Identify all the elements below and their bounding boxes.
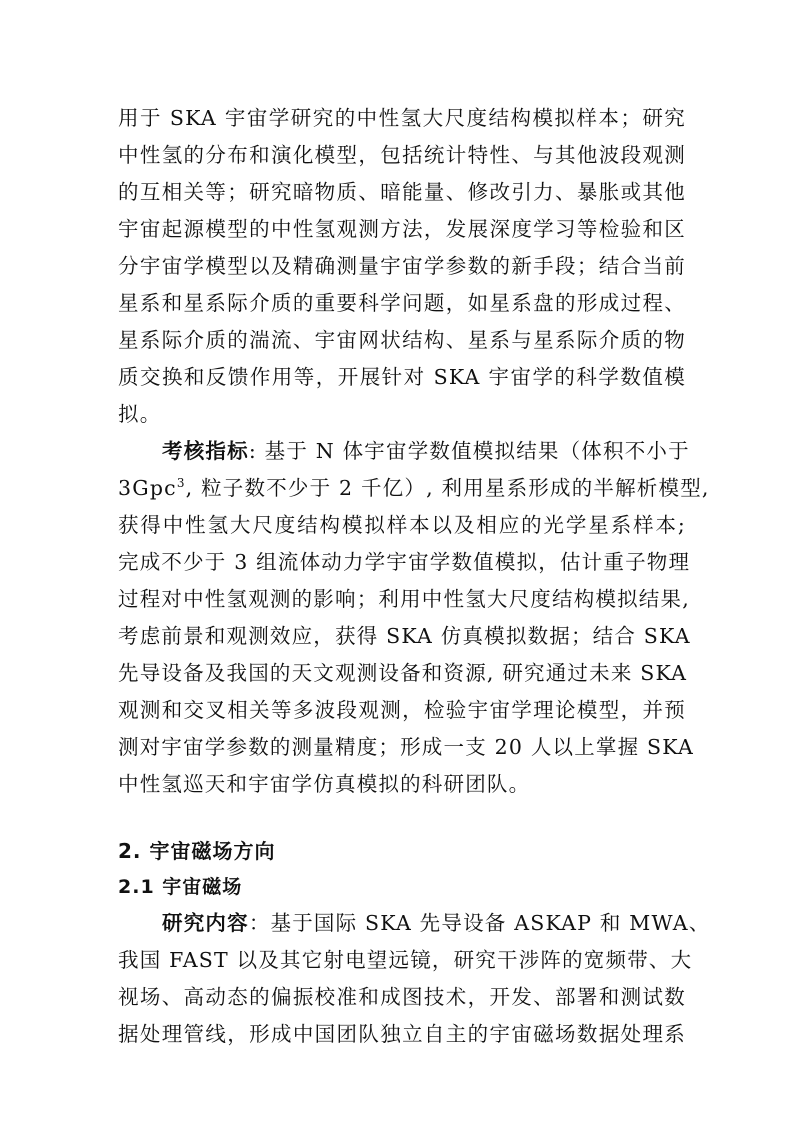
paragraph-research-content-continued xyxy=(118,100,686,433)
text-line: 据处理管线，形成中国团队独立自主的宇宙磁场数据处理系 xyxy=(118,1022,686,1046)
text-line: 宇宙起源模型的中性氢观测方法，发展深度学习等检验和区 xyxy=(118,217,686,241)
paragraph-research-content xyxy=(118,905,711,1053)
text-line: 的互相关等；研究暗物质、暗能量、修改引力、暴胀或其他 xyxy=(118,180,686,204)
text-line: 用于 SKA 宇宙学研究的中性氢大尺度结构模拟样本；研究 xyxy=(118,106,686,130)
text-line: 研究内容：基于国际 SKA 先导设备 ASKAP 和 MWA、 xyxy=(162,911,711,935)
label-assessment-indicators: 考核指标 xyxy=(162,439,249,463)
section-heading: 2. 宇宙磁场方向 xyxy=(118,839,276,863)
document-page xyxy=(118,100,711,1053)
text-line: 视场、高动态的偏振校准和成图技术，开发、部署和测试数 xyxy=(118,985,686,1009)
text-line: 星系和星系际介质的重要科学问题，如星系盘的形成过程、 xyxy=(118,291,686,315)
paragraph-assessment-indicators xyxy=(118,433,710,803)
label-research-content: 研究内容 xyxy=(162,911,249,935)
text-line: 中性氢的分布和演化模型，包括统计特性、与其他波段观测 xyxy=(118,143,686,167)
text-line: 考核指标: 基于 N 体宇宙学数值模拟结果（体积不小于 xyxy=(162,439,690,463)
text-line: 分宇宙学模型以及精确测量宇宙学参数的新手段；结合当前 xyxy=(118,254,686,278)
section-spacer xyxy=(118,803,686,833)
subsection-heading: 2.1 宇宙磁场 xyxy=(118,876,243,898)
text-line: 星系际介质的湍流、宇宙网状结构、星系与星系际介质的物 xyxy=(118,328,686,352)
text-line: 拟。 xyxy=(118,402,162,426)
text-line: 我国 FAST 以及其它射电望远镜，研究干涉阵的宽频带、大 xyxy=(118,948,693,972)
text-line: 中性氢巡天和宇宙学仿真模拟的科研团队。 xyxy=(118,772,531,796)
text-line: 观测和交叉相关等多波段观测，检验宇宙学理论模型，并预 xyxy=(118,698,686,722)
text-line: 获得中性氢大尺度结构模拟样本以及相应的光学星系样本; xyxy=(118,513,686,537)
text-line: 先导设备及我国的天文观测设备和资源, 研究通过未来 SKA xyxy=(118,661,688,685)
text-line: 考虑前景和观测效应，获得 SKA 仿真模拟数据；结合 SKA xyxy=(118,624,691,648)
text-line: 质交换和反馈作用等，开展针对 SKA 宇宙学的科学数值模 xyxy=(118,365,686,389)
text-line: 过程对中性氢观测的影响；利用中性氢大尺度结构模拟结果, xyxy=(118,587,690,611)
text-line: 3Gpc$^3$, 粒子数不少于 2 千亿）, 利用星系形成的半解析模型, xyxy=(118,476,710,500)
text-line: 完成不少于 3 组流体动力学宇宙学数值模拟，估计重子物理 xyxy=(118,550,691,574)
text-line: 测对宇宙学参数的测量精度；形成一支 20 人以上掌握 SKA xyxy=(118,735,694,759)
